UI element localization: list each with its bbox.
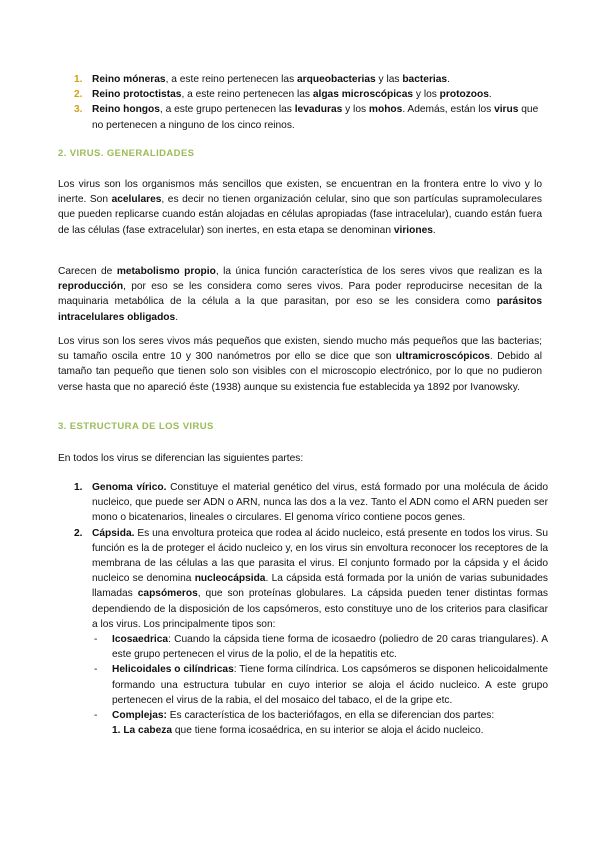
list-number: 3. [74,104,83,116]
paragraph: Carecen de metabolismo propio, la única función característica de los seres vivos que realizan es la reproducción, por eso se les considera como seres vivos. Para poder reproducirse necesitan de la maquinaria metabólica de la célula a la que parasitan, por eso se les considera como parásitos intracelulares obligados. [58,266,542,323]
capsid-types-list [92,632,548,738]
paragraph: Los virus son los organismos más sencillos que existen, se encuentran en la frontera entre lo vivo y lo inerte. Son acelulares, es decir no tienen organización celular, sino que son partículas supramoleculares que pueden replicarse cuando están alojadas en células apropiadas (fase intracelular), cuando están fuera de las células (fase extracelular) son inertes, en esta etapa se denominan viriones. [58,179,543,236]
list-item: - Icosaedrica: Cuando la cápsida tiene forma de icosaedro (poliedro de 20 caras triangulares). A este grupo pertenecen el virus de la polio, el de la hepatitis etc. [94,634,548,661]
list-item: 2. Cápsida. Es una envoltura proteica que rodea al ácido nucleico, está presente en todos los virus. Su función es la de proteger el ácido nucleico y, en los virus sin envoltura reconocer los receptores de la membrana de las células a las que parasita el virus. El conjunto formado por la cápsida y el ácido nucleico se denomina nucleocápsida. La cápsida está formada por la unión de varias subunidades llamadas capsómeros, que son proteínas globulares. La cápsida pueden tener distintas formas dependiendo de la disposición de los capsómeros, esto constituye uno de los criterios para clasificar a los virus. Los principalmente tipos son: - Icosaedrica: Cuando la cápsida tiene forma de icosaedro (poliedro de 20 caras triangulares). A este grupo pertenecen el virus de la polio, el de la hepatitis etc. - Helicoidales o cilíndricas: Tiene forma cilíndrica. Los capsómeros se disponen helicoidalmente formando una estructura tubular en cuyo interior se aloja el ácido nucleico. A este grupo pertenecen el virus de la rabia, el del mosaico del tabaco, el de la gripe etc. - Complejas: Es característica de los bacteriófagos, en ella se diferencian dos partes: 1. La cabeza que tiene forma icosaédrica, en su interior se aloja el ácido nucleico. [58,526,548,739]
structure-list [58,480,548,738]
sub-item: 1. La cabeza que tiene forma icosaédrica, en su interior se aloja el ácido nucleico. [112,725,484,737]
list-item: 1. Reino móneras, a este reino pertenecen las arqueobacterias y las bacterias. [58,72,548,87]
list-number: 2. [74,527,83,539]
paragraph: En todos los virus se diferencian las siguientes partes: [58,453,304,464]
dash-bullet: - [94,710,98,722]
list-number: 2. [74,89,83,101]
list-item: 3. Reino hongos, a este grupo pertenecen las levaduras y los mohos. Además, están los virus que no pertenecen a ninguno de los cinco reinos. [74,104,539,131]
list-item: 1. Genoma vírico. Constituye el material genético del virus, está formado por una molécula de ácido nucleico, que puede ser ADN o ARN, nunca las dos a la vez. Tanto el ADN como el ARN pueden ser mono o bicatenarios, lineales o circulares. El genoma vírico contiene pocos genes. [74,482,548,524]
list-number: 1. [74,74,83,85]
section-heading: 3. ESTRUCTURA DE LOS VIRUS [58,421,214,432]
list-number: 1. [74,482,83,493]
list-item: 2. Reino protoctistas, a este reino pertenecen las algas microscópicas y los protozoos. [58,87,548,102]
dash-bullet: - [94,664,98,676]
list-item: - Complejas: Es característica de los bacteriófagos, en ella se diferencian dos partes: 1. La cabeza que tiene forma icosaédrica, en su interior se aloja el ácido nucleico. [92,708,548,738]
list-item: - Helicoidales o cilíndricas: Tiene forma cilíndrica. Los capsómeros se disponen helicoidalmente formando una estructura tubular en cuyo interior se aloja el ácido nucleico. A este grupo pertenecen el virus de la rabia, el del mosaico del tabaco, el de la gripe etc. [94,664,549,706]
section-heading: 2. VIRUS. GENERALIDADES [58,148,195,159]
kingdoms-list [58,72,548,133]
paragraph: Los virus son los seres vivos más pequeños que existen, siendo mucho más pequeños que las bacterias; su tamaño oscila entre 10 y 300 nanómetros por ello se dice que son ultramicroscópicos. Debido al tamaño tan pequeño que tienen solo son visibles con el microscopio electrónico, por lo que no pudieron verse hasta que no apareció éste (1938) aunque su existencia fue establecida ya 1892 por Ivanowsky. [58,336,542,393]
dash-bullet: - [94,634,98,646]
